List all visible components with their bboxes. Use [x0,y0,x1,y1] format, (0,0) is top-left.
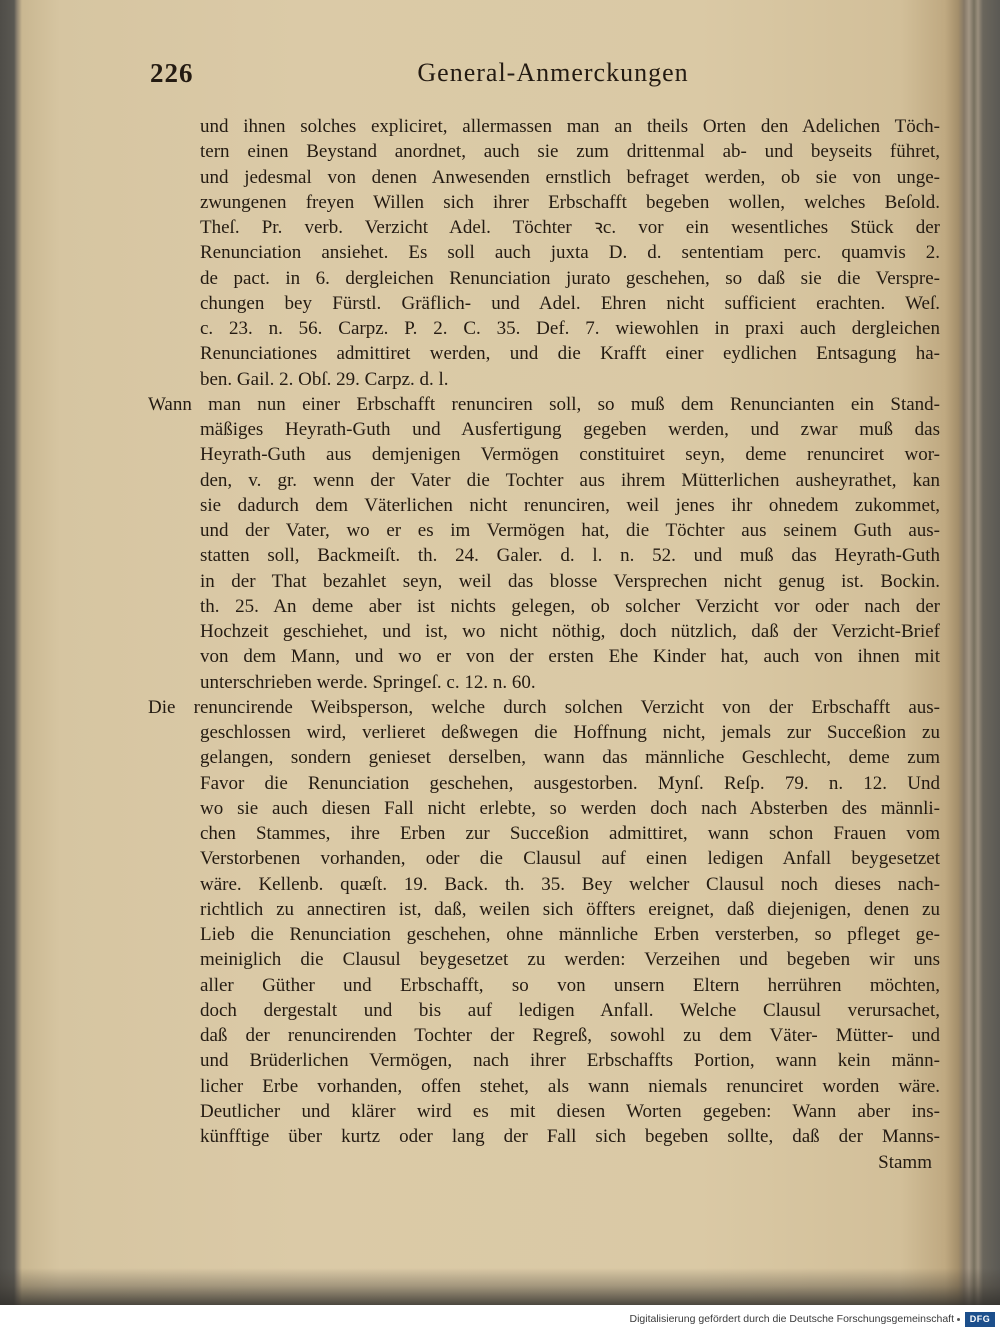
text-line: Hochzeit geschiehet, und ist, wo nicht nöthig, doch nützlich, daß der Verzicht-Brief [200,621,940,642]
text-line: künfftige über kurtz oder lang der Fall sich begeben sollte, daß der Manns- [200,1126,940,1147]
text-line: und der Vater, wo er es im Vermögen hat, die Töchter aus seinem Guth aus- [200,520,940,541]
text-line: th. 25. An deme aber ist nichts gelegen, ob solcher Verzicht vor oder nach der [200,595,940,617]
text-line: Favor die Renunciation geschehen, ausgestorben. Mynſ. Reſp. 79. n. 12. Und [200,772,940,794]
text-line: und jedesmal von denen Anwesenden ernstlich befraget werden, ob sie von unge- [200,166,940,188]
text-line: richtlich zu annectiren ist, daß, weilen sich öffters ereignet, daß diejenigen, denen zu [200,898,940,920]
text-line: wäre. Kellenb. quæſt. 19. Back. th. 35. Bey welcher Clausul noch dieses nach- [200,873,940,895]
text-line: Verstorbenen vorhanden, oder die Clausul auf einen ledigen Anfall beygesetzet [200,848,940,870]
text-line: chen Stammes, ihre Erben zur Succeßion admittiret, wann schon Frauen vom [200,823,940,844]
text-line: sie dadurch dem Väterlichen nicht renunciren, weil jenes ihr ohnedem zukommet, [200,494,940,516]
text-line: de pact. in 6. dergleichen Renunciation jurato geschehen, so daß sie die Verspre- [200,267,940,289]
text-line: daß der renuncirenden Tochter der Regreß, sowohl zu dem Väter- Mütter- und [200,1025,940,1046]
text-line: Die renuncirende Weibsperson, welche durch solchen Verzicht von der Erbschafft aus- [148,696,940,718]
text-line: und ihnen solches expliciret, allermassen man an theils Orten den Adelichen Töch- [200,116,940,137]
text-line: meiniglich die Clausul beygesetzet zu werden: Verzeihen und begeben wir uns [200,949,940,971]
paragraph [148,114,940,392]
text-line: Theſ. Pr. verb. Verzicht Adel. Töchter ꝛc. vor ein wesentliches Stück der [200,217,940,238]
text-line: c. 23. n. 56. Carpz. P. 2. C. 35. Def. 7. wiewohlen in praxi auch dergleichen [200,318,940,339]
text-line: in der That bezahlet seyn, weil das blosse Versprechen nicht genug ist. Bockin. [200,570,940,592]
catchword: Stamm [878,1152,932,1173]
text-line: von dem Mann, und wo er von der ersten Ehe Kinder hat, auch von ihnen mit [200,646,940,668]
text-line: mäßiges Heyrath-Guth und Ausfertigung gegeben werden, und zwar muß das [200,419,940,440]
text-line: zwungenen freyen Willen sich ihrer Erbschafft begeben wollen, welches Beſold. [200,191,940,213]
body-text [148,114,940,1149]
text-line: ben. Gail. 2. Obſ. 29. Carpz. d. l. [200,368,449,390]
text-line: doch dergestalt und bis auf ledigen Anfall. Welche Clausul verursachet, [200,999,940,1021]
text-line: tern einen Beystand anordnet, auch sie zum drittenmal ab- und beyseits führet, [200,141,940,163]
text-line: Renunciationes admittiret werden, und die Krafft einer eydlichen Entsagung ha- [200,343,940,365]
text-line: statten soll, Backmeiſt. th. 24. Galer. d. l. n. 52. und muß das Heyrath-Guth [200,545,940,567]
paragraph [148,392,940,695]
digitization-footer [0,1305,1000,1334]
page-number: 226 [150,58,194,88]
text-line: aller Güther und Erbschafft, so von unsern Eltern herrühren möchten, [200,974,940,996]
text-line: Wann man nun einer Erbschafft renunciren soll, so muß dem Renuncianten ein Stand- [148,393,940,415]
text-line: chungen bey Fürstl. Gräflich- und Adel. Ehren nicht sufficient erachten. Weſ. [200,292,940,314]
text-line: licher Erbe vorhanden, offen stehet, als wann niemals renunciret worden wäre. [200,1075,940,1097]
text-line: geschlossen wird, verlieret deßwegen die Hoffnung nicht, jemals zur Succeßion zu [200,722,940,743]
text-line: Renunciation ansiehet. Es soll auch juxta D. d. sententiam perc. quamvis 2. [200,242,940,264]
text-line: gelangen, sondern genieset derselben, wann das männliche Geschlecht, deme zum [200,747,940,769]
text-line: den, v. gr. wenn der Vater die Tochter aus ihrem Mütterlichen ausheyrathet, kan [200,469,940,491]
footer-separator-dot [957,1318,960,1321]
text-line: unterschrieben werde. Springeſ. c. 12. n. 60. [200,671,536,693]
running-head [148,58,940,92]
footer-credit-text: Digitalisierung gefördert durch die Deutsche Forschungsgemeinschaft [629,1313,954,1325]
paragraph [148,695,940,1150]
text-line: Lieb die Renunciation geschehen, ohne männliche Erben versterben, so pfleget ge- [200,924,940,945]
page-bottom-edge [0,1268,1000,1305]
text-line: und Brüderlichen Vermögen, nach ihrer Erbschaffts Portion, wann kein männ- [200,1050,940,1072]
text-line: Deutlicher und klärer wird es mit diesen Worten gegeben: Wann aber ins- [200,1100,940,1122]
dfg-logo: DFG [965,1312,995,1327]
text-line: Heyrath-Guth aus demjenigen Vermögen constituiret seyn, deme renunciret wor- [200,444,940,466]
text-line: wo sie auch diesen Fall nicht erlebte, so werden doch nach Absterben des männli- [200,797,940,819]
running-head-title: General-Anmerckungen [417,58,689,87]
